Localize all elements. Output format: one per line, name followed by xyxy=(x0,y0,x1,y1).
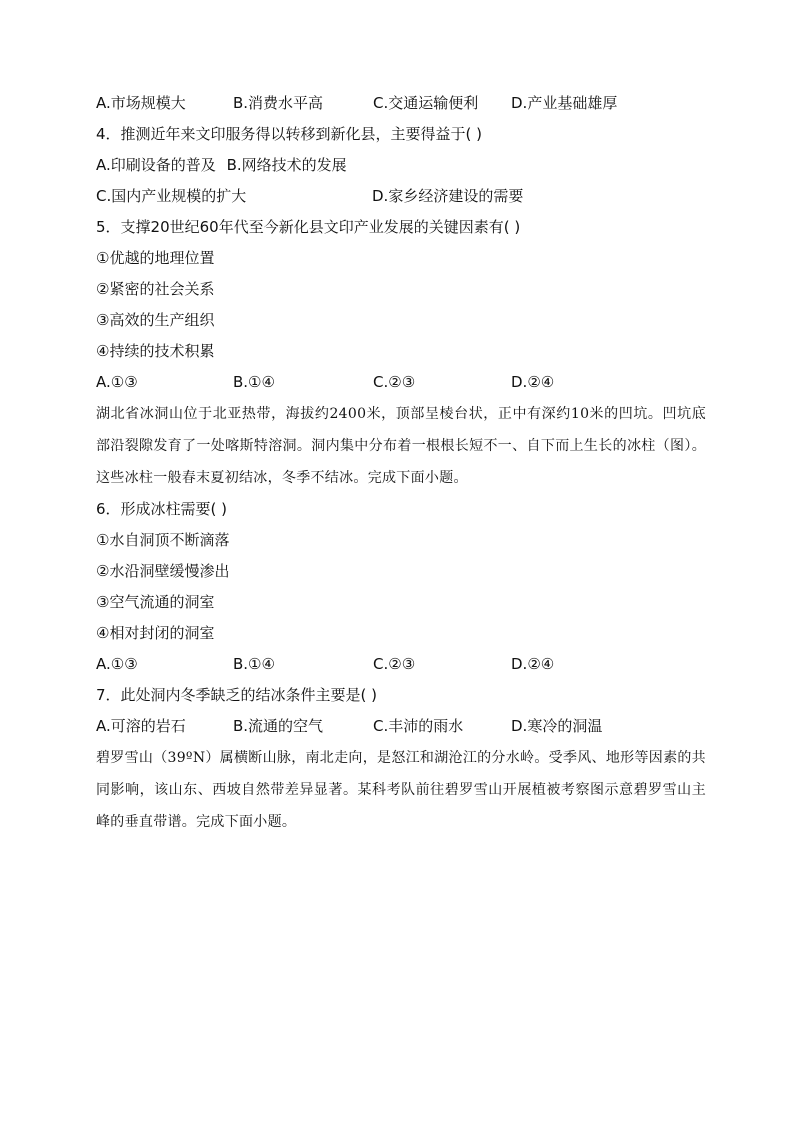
q7-option-d: D.寒冷的洞温 xyxy=(511,717,603,735)
q5-option-c: C.②③ xyxy=(373,373,416,391)
q7-stem: 7．此处洞内冬季缺乏的结冰条件主要是( ) xyxy=(96,686,378,704)
q7-options xyxy=(96,711,706,742)
q7-option-c: C.丰沛的雨水 xyxy=(373,717,464,735)
q3-option-a: A.市场规模大 xyxy=(96,94,186,112)
q5-stem: 5．支撑20世纪60年代至今新化县文印产业发展的关键因素有( ) xyxy=(96,218,521,236)
passage-ice-cave: 湖北省冰洞山位于北亚热带，海拔约2400米，顶部呈棱台状，正中有深约10米的凹坑。凹坑底部沿裂隙发育了一处喀斯特溶洞。洞内集中分布着一根根长短不一、自下而上生长的冰柱（图）。这些冰柱一般春末夏初结冰，冬季不结冰。完成下面小题。 xyxy=(96,406,706,486)
q5-option-b: B.①④ xyxy=(233,373,275,391)
q4-option-c: C.国内产业规模的扩大 xyxy=(96,187,247,205)
q4-options-row2 xyxy=(96,181,706,212)
q6-options xyxy=(96,649,706,680)
q6-option-d: D.②④ xyxy=(511,655,555,673)
q4-options-row1 xyxy=(96,150,706,181)
passage-biluo-mountain: 碧罗雪山（39ºN）属横断山脉，南北走向，是怒江和湖沧江的分水岭。受季风、地形等因素的共同影响，该山东、西坡自然带差异显著。某科考队前往碧罗雪山开展植被考察图示意碧罗雪山主峰的垂直带谱。完成下面小题。 xyxy=(96,750,706,830)
q4-option-b: B.网络技术的发展 xyxy=(226,156,347,174)
q6-item-3: ③空气流通的洞室 xyxy=(96,593,215,611)
q3-option-b: B.消费水平高 xyxy=(233,94,324,112)
q5-item-3: ③高效的生产组织 xyxy=(96,311,215,329)
q5-item-1: ①优越的地理位置 xyxy=(96,249,215,267)
q4-option-d: D.家乡经济建设的需要 xyxy=(372,187,524,205)
q3-options xyxy=(96,88,706,119)
q4-option-a: A.印刷设备的普及 xyxy=(96,156,216,174)
q5-option-d: D.②④ xyxy=(511,373,555,391)
q3-option-c: C.交通运输便利 xyxy=(373,94,479,112)
q7-option-a: A.可溶的岩石 xyxy=(96,717,186,735)
q6-item-2: ②水沿洞壁缓慢渗出 xyxy=(96,562,230,580)
q6-option-c: C.②③ xyxy=(373,655,416,673)
q6-item-4: ④相对封闭的洞室 xyxy=(96,624,215,642)
exam-content xyxy=(96,88,706,838)
q6-item-1: ①水自洞顶不断滴落 xyxy=(96,531,230,549)
q7-option-b: B.流通的空气 xyxy=(233,717,324,735)
q5-item-4: ④持续的技术积累 xyxy=(96,342,215,360)
q6-option-b: B.①④ xyxy=(233,655,275,673)
q5-item-2: ②紧密的社会关系 xyxy=(96,280,215,298)
q5-options xyxy=(96,367,706,398)
q5-option-a: A.①③ xyxy=(96,373,138,391)
q4-stem: 4．推测近年来文印服务得以转移到新化县，主要得益于( ) xyxy=(96,125,483,143)
q6-stem: 6．形成冰柱需要( ) xyxy=(96,500,228,518)
q6-option-a: A.①③ xyxy=(96,655,138,673)
q3-option-d: D.产业基础雄厚 xyxy=(511,94,618,112)
